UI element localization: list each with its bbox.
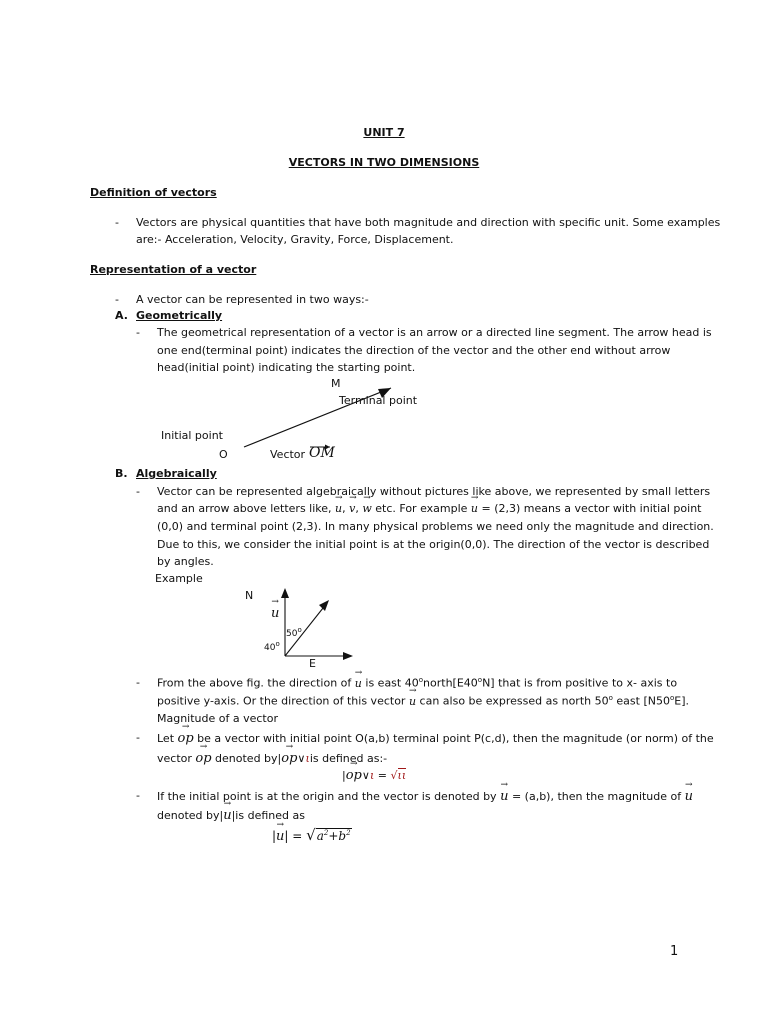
geometric-line-3: head(initial point) indicating the starting point.: [157, 361, 416, 374]
bullet-dash: -: [136, 485, 140, 498]
definition-line-1: Vectors are physical quantities that have both magnitude and direction with specific unit. Some examples: [136, 216, 721, 229]
vector-u-symbol: → u: [500, 789, 508, 804]
magnitude-line-2: vector → op denoted by|→ op∨ιis defined as:-: [157, 751, 387, 766]
algebraic-line-2-post: = (2,3) means a vector with initial point: [481, 502, 702, 515]
magnitude-final-formula: |→ $u| = √a^2+b^2$: [272, 826, 352, 844]
geometric-line-2: one end(terminal point) indicates the direction of the vector and the other end without arrow: [157, 344, 671, 357]
direction-line-1: From the above fig. the direction of → u is east 40$^o$north[E40$^o$N] that is from positive to x- axis to: [157, 676, 677, 690]
example-label: Example: [155, 572, 203, 585]
section-b-title: Algebraically: [136, 467, 217, 480]
representation-heading: Representation of a vector: [90, 263, 257, 276]
section-b-label: B.: [115, 467, 128, 480]
bullet-dash: -: [136, 731, 140, 744]
vector-u-symbol: → u: [335, 502, 342, 515]
origin-line-2: denoted by|→ u|is defined as: [157, 808, 305, 823]
vector-u-arrowhead: [319, 600, 329, 611]
magnitude-line-1: Let → op be a vector with initial point O(a,b) terminal point P(c,d), then the magnitude (or norm) of the: [157, 731, 714, 746]
page-number: 1: [670, 944, 679, 959]
vector-om-name: OM: [309, 445, 335, 461]
bullet-dash: -: [115, 293, 119, 306]
section-a-label: A.: [115, 309, 128, 322]
unit-title: UNIT 7: [363, 126, 405, 139]
algebraic-line-4: Due to this, we consider the initial point is at the origin(0,0). The direction of the vector is described: [157, 538, 710, 551]
representation-intro: A vector can be represented in two ways:-: [136, 293, 369, 306]
vector-v-symbol: → v: [349, 502, 355, 515]
vector-w-symbol: → w: [362, 502, 371, 515]
vector-u-symbol: → u: [355, 677, 362, 690]
vector-u-symbol: → u: [223, 808, 231, 823]
algebraic-line-2-mid: etc. For example: [375, 502, 468, 515]
vector-u-symbol: → u: [685, 789, 693, 804]
sqrt-symbol: √: [390, 769, 398, 782]
algebraic-line-1: Vector can be represented algebraically without pictures like above, we represented by small letters: [157, 485, 711, 498]
north-arrowhead: [281, 588, 289, 598]
vector-op-symbol: → op: [346, 768, 362, 783]
bullet-dash: -: [136, 676, 140, 689]
geometric-line-1: The geometrical representation of a vector is an arrow or a directed line segment. The arrow head is: [157, 326, 712, 339]
bullet-dash: -: [136, 789, 140, 802]
bullet-dash: -: [115, 216, 119, 229]
vector-op-symbol: → op: [281, 751, 297, 766]
point-m-label: M: [331, 377, 341, 390]
point-o-label: O: [219, 448, 228, 461]
terminal-point-label: Terminal point: [339, 394, 418, 407]
origin-line-1: If the initial point is at the origin and the vector is denoted by → u = (a,b), then the magnitude of → u: [157, 789, 693, 804]
vector-u-symbol: → u: [471, 502, 478, 515]
section-a-title: Geometrically: [136, 309, 223, 322]
bullet-dash: -: [136, 326, 140, 339]
vector-op-symbol: → op: [178, 731, 194, 746]
vector-u-symbol: → u: [409, 695, 416, 708]
algebraic-line-3: (0,0) and terminal point (2,3). In many physical problems we need only the magnitude and direction.: [157, 520, 714, 533]
vector-op-symbol: → op: [195, 751, 211, 766]
algebraic-line-2: and an arrow above letters like, → u, → v, → w etc. For example → u = (2,3) means a vector with initial point: [157, 502, 701, 515]
east-label: E: [309, 657, 316, 670]
magnitude-heading: Magnitude of a vector: [157, 712, 278, 725]
initial-point-label: Initial point: [161, 429, 223, 442]
east-arrowhead: [343, 652, 353, 660]
chapter-title: VECTORS IN TWO DIMENSIONS: [288, 156, 480, 169]
vector-word-label: Vector: [270, 448, 306, 461]
magnitude-formula: |→ op∨ι = √ιι: [342, 768, 406, 783]
angle-40-label: 40$^o$: [264, 640, 280, 653]
algebraic-line-2-pre: and an arrow above letters like,: [157, 502, 332, 515]
north-label: N: [245, 589, 254, 602]
vector-u-symbol: → u: [276, 829, 284, 844]
definition-heading: Definition of vectors: [90, 186, 217, 199]
fig-vector-u-label: → u: [271, 606, 279, 621]
algebraic-line-5: by angles.: [157, 555, 214, 568]
definition-line-2: are:- Acceleration, Velocity, Gravity, Force, Displacement.: [136, 233, 454, 246]
angle-50-label: 50$^o$: [286, 626, 302, 639]
direction-line-2: positive y-axis. Or the direction of this vector → u can also be expressed as north 50$^o$ east [N50$^o$E].: [157, 694, 689, 708]
